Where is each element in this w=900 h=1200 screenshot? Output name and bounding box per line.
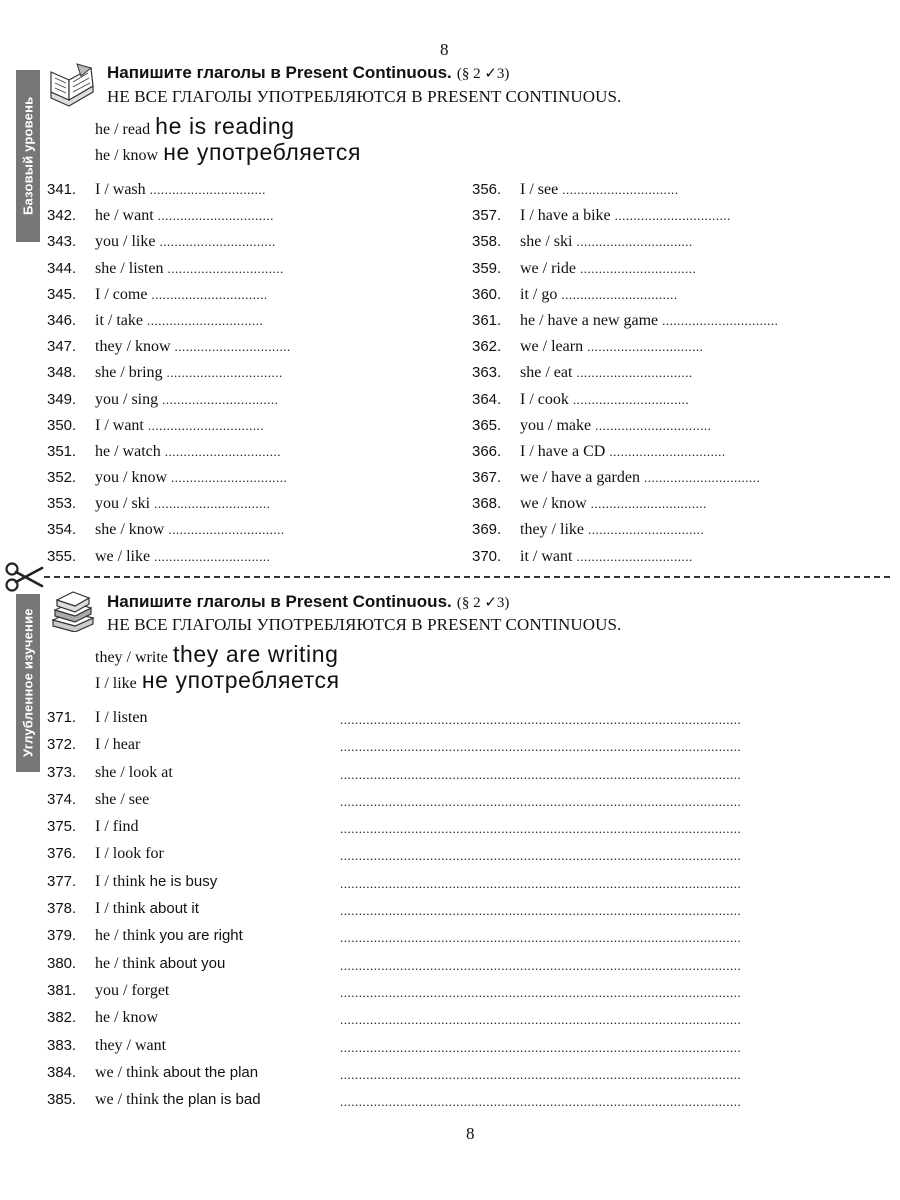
item-number: 355. [47, 547, 77, 565]
example-answer: he is reading [155, 113, 295, 139]
answer-blank[interactable]: ........................................................................................................... [340, 712, 742, 727]
item-text: I / look for [95, 845, 164, 863]
answer-blank[interactable]: ........................................................................................................... [340, 739, 742, 755]
scissors-icon [4, 561, 44, 593]
answer-blank[interactable]: ............................... [147, 417, 265, 433]
section1-example-1 [95, 113, 295, 140]
list-item [47, 953, 261, 975]
list-item [47, 206, 291, 226]
item-phrase: about it [149, 900, 199, 918]
item-number: 382. [47, 1009, 77, 1027]
list-item [47, 232, 291, 252]
answer-blank[interactable]: ........................................................................................................... [340, 1094, 742, 1110]
answer-blank[interactable]: ........................................................................................................... [340, 1066, 742, 1082]
answer-blank[interactable]: ........................................................................................................... [340, 930, 742, 946]
item-number: 341. [47, 181, 77, 198]
item-number: 364. [472, 390, 502, 408]
item-number: 354. [47, 521, 77, 539]
page-number-bottom: 8 [466, 1124, 475, 1143]
answer-blank[interactable]: ............................... [609, 443, 726, 459]
answer-blank[interactable]: ............................... [576, 365, 693, 381]
item-text: they / like [520, 521, 584, 539]
answer-lines [340, 707, 852, 1111]
list-item [47, 843, 261, 865]
section2-title: Напишите глаголы в Present Continuous. [107, 592, 452, 611]
item-number: 351. [47, 442, 77, 460]
item-number: 349. [47, 390, 77, 408]
item-number: 372. [47, 736, 77, 754]
item-text: he / think [95, 927, 160, 945]
list-item [47, 416, 291, 436]
item-number: 375. [47, 818, 77, 836]
item-phrase: about you [159, 954, 226, 972]
list-item [47, 1062, 261, 1084]
list-item [472, 442, 778, 462]
list-item [47, 707, 261, 729]
example-answer: they are writing [172, 641, 339, 667]
item-number: 342. [47, 207, 77, 225]
example-prompt: they / write [95, 649, 168, 666]
answer-blank[interactable]: ........................................................................................................... [340, 793, 742, 809]
item-text: I / hear [95, 736, 141, 754]
list-item [47, 363, 291, 383]
answer-blank[interactable]: ........................................................................................................... [340, 903, 742, 919]
item-text: they / want [95, 1036, 167, 1054]
item-number: 360. [472, 285, 502, 303]
item-phrase: the plan is bad [163, 1091, 261, 1109]
item-number: 381. [47, 981, 77, 999]
item-text: I / have a CD [520, 442, 606, 460]
item-number: 380. [47, 954, 77, 972]
item-text: he / want [95, 207, 154, 225]
list-item [47, 1089, 261, 1111]
answer-blank[interactable]: ............................... [174, 339, 291, 355]
item-text: he / think [95, 954, 160, 972]
item-number: 376. [47, 845, 77, 863]
answer-blank[interactable]: ............................... [146, 312, 264, 328]
answer-blank[interactable]: ............................... [562, 182, 679, 197]
item-text: they / know [95, 338, 171, 356]
item-number: 368. [472, 495, 502, 513]
cut-line [44, 576, 890, 578]
list-item [47, 925, 261, 947]
list-item [472, 363, 778, 383]
list-item [47, 494, 291, 514]
item-text: he / watch [95, 442, 161, 460]
answer-blank[interactable]: ............................... [643, 470, 761, 486]
list-item [472, 468, 778, 488]
answer-blank[interactable]: ........................................................................................................... [340, 1012, 742, 1028]
item-text: it / want [520, 547, 573, 565]
item-number: 363. [472, 364, 502, 382]
section2-example-2 [95, 667, 340, 694]
item-text: she / bring [95, 364, 163, 382]
answer-blank[interactable]: ........................................................................................................... [340, 875, 742, 891]
example-prompt: he / know [95, 147, 159, 164]
list-item [47, 547, 291, 567]
answer-blank[interactable]: ............................... [579, 260, 697, 276]
answer-blank[interactable]: ............................... [590, 496, 707, 512]
item-text: I / cook [520, 390, 569, 408]
item-number: 352. [47, 469, 77, 487]
item-number: 345. [47, 285, 77, 303]
answer-blank[interactable]: ............................... [166, 365, 283, 381]
item-text: I / come [95, 285, 148, 303]
item-text: it / take [95, 311, 143, 329]
item-text: he / know [95, 1009, 159, 1027]
item-text: I / wash [95, 181, 146, 198]
list-item [47, 898, 261, 920]
section1-subtitle: НЕ ВСЕ ГЛАГОЛЫ УПОТРЕБЛЯЮТСЯ В PRESENT CONTINUOUS. [107, 87, 622, 106]
books-icon [47, 586, 97, 632]
item-number: 344. [47, 259, 77, 277]
exercise-list-advanced [47, 707, 261, 1111]
item-text: I / find [95, 818, 139, 836]
item-number: 357. [472, 207, 502, 225]
answer-blank[interactable]: ............................... [662, 312, 779, 328]
item-number: 361. [472, 311, 502, 329]
answer-blank[interactable]: ............................... [576, 234, 693, 250]
item-text: she / know [95, 521, 165, 539]
section2-example-1 [95, 641, 339, 668]
item-text: I / think [95, 872, 150, 890]
answer-blank[interactable]: ............................... [595, 417, 712, 433]
item-text: I / have a bike [520, 207, 611, 225]
item-number: 370. [472, 547, 502, 565]
item-number: 362. [472, 338, 502, 356]
item-text: we / ride [520, 259, 576, 277]
answer-blank[interactable]: ........................................................................................................... [340, 766, 742, 782]
item-text: you / know [95, 469, 167, 487]
list-item [472, 285, 778, 305]
item-text: I / think [95, 900, 150, 918]
item-text: you / make [520, 416, 592, 434]
list-item [472, 494, 778, 514]
answer-blank[interactable]: ............................... [164, 443, 281, 459]
answer-blank[interactable]: ........................................................................................................... [340, 957, 742, 973]
answer-blank[interactable]: ............................... [167, 260, 284, 276]
item-number: 347. [47, 338, 77, 356]
item-number: 365. [472, 416, 502, 434]
list-item [47, 337, 291, 357]
section1-ref: (§ 2 ✓3) [456, 66, 510, 82]
answer-blank[interactable]: ............................... [149, 182, 266, 197]
item-text: she / see [95, 790, 150, 808]
list-item [47, 1035, 261, 1057]
list-item [47, 285, 291, 305]
list-item [47, 789, 261, 811]
list-item [47, 468, 291, 488]
list-item [47, 520, 291, 540]
item-phrase: about the plan [163, 1063, 259, 1081]
list-item [472, 390, 778, 410]
exercise-list-left [47, 180, 291, 567]
side-tab-advanced-level: Углубленное изучение [16, 594, 40, 772]
item-text: he / have a new game [520, 311, 659, 329]
answer-blank[interactable]: ............................... [587, 522, 705, 538]
answer-blank[interactable]: ............................... [162, 391, 279, 407]
item-text: you / sing [95, 390, 159, 408]
list-item [47, 390, 291, 410]
list-item [472, 311, 778, 331]
list-item [47, 180, 291, 200]
item-text: we / learn [520, 338, 584, 356]
item-text: I / listen [95, 709, 148, 726]
answer-blank[interactable]: ............................... [154, 496, 271, 512]
item-number: 374. [47, 790, 77, 808]
item-text: we / have a garden [520, 469, 640, 487]
item-phrase: he is busy [149, 872, 218, 890]
list-item [47, 816, 261, 838]
item-phrase: you are right [159, 927, 243, 945]
list-item [472, 232, 778, 252]
list-item [47, 259, 291, 279]
answer-blank[interactable]: ............................... [168, 522, 285, 538]
exercise-list-right [472, 180, 778, 567]
answer-blank[interactable]: ........................................................................................................... [340, 821, 742, 837]
item-number: 350. [47, 416, 77, 434]
answer-blank[interactable]: ............................... [154, 548, 271, 564]
example-prompt: he / read [95, 121, 151, 138]
list-item [47, 871, 261, 893]
item-number: 346. [47, 311, 77, 329]
list-item [47, 980, 261, 1002]
item-number: 373. [47, 763, 77, 781]
section2-subtitle: НЕ ВСЕ ГЛАГОЛЫ УПОТРЕБЛЯЮТСЯ В PRESENT CONTINUOUS. [107, 615, 622, 634]
list-item [47, 762, 261, 784]
item-number: 367. [472, 469, 502, 487]
section2-header [107, 592, 509, 612]
list-item [47, 311, 291, 331]
item-text: we / think [95, 1091, 163, 1109]
list-item [472, 520, 778, 540]
item-number: 369. [472, 521, 502, 539]
item-number: 366. [472, 442, 502, 460]
item-number: 348. [47, 364, 77, 382]
answer-blank[interactable]: ............................... [576, 548, 693, 564]
answer-blank[interactable]: ............................... [572, 391, 690, 407]
item-number: 383. [47, 1036, 77, 1054]
answer-blank[interactable]: ............................... [151, 286, 268, 302]
list-item [472, 416, 778, 436]
item-text: she / ski [520, 233, 573, 251]
answer-blank[interactable]: ............................... [157, 208, 274, 224]
answer-blank[interactable]: ............................... [171, 470, 288, 486]
list-item [472, 337, 778, 357]
list-item [47, 442, 291, 462]
item-number: 343. [47, 233, 77, 251]
book-icon [47, 62, 97, 108]
example-answer: не употребляется [141, 667, 340, 693]
answer-blank[interactable]: ........................................................................................................... [340, 1039, 742, 1055]
item-text: it / go [520, 285, 558, 303]
list-item [472, 206, 778, 226]
item-text: we / like [95, 547, 151, 565]
list-item [472, 547, 778, 567]
item-text: you / ski [95, 495, 151, 513]
item-text: we / know [520, 495, 587, 513]
section1-example-2 [95, 139, 361, 166]
item-text: she / listen [95, 259, 164, 277]
item-number: 359. [472, 259, 502, 277]
section1-title: Напишите глаголы в Present Continuous. [107, 63, 452, 82]
example-answer: не употребляется [163, 139, 362, 165]
answer-blank[interactable]: ........................................................................................................... [340, 984, 742, 1000]
item-number: 358. [472, 233, 502, 251]
item-number: 384. [47, 1063, 77, 1081]
side-tab-basic-level: Базовый уровень [16, 70, 40, 242]
answer-blank[interactable]: ............................... [587, 339, 704, 355]
item-text: I / see [520, 181, 559, 198]
page-number-top: 8 [440, 40, 449, 59]
item-text: you / forget [95, 981, 170, 999]
list-item [472, 259, 778, 279]
answer-blank[interactable]: ............................... [561, 286, 678, 302]
item-number: 377. [47, 872, 77, 890]
item-text: we / think [95, 1063, 163, 1081]
item-number: 356. [472, 181, 502, 198]
item-text: I / want [95, 416, 144, 434]
list-item [47, 1007, 261, 1029]
answer-blank[interactable]: ............................... [159, 234, 276, 250]
item-number: 371. [47, 709, 77, 726]
item-number: 379. [47, 927, 77, 945]
section1-header [107, 63, 509, 83]
item-text: she / eat [520, 364, 573, 382]
list-item [47, 734, 261, 756]
example-prompt: I / like [95, 675, 137, 692]
item-number: 378. [47, 900, 77, 918]
answer-blank[interactable]: ........................................................................................................... [340, 848, 742, 864]
item-number: 385. [47, 1091, 77, 1109]
list-item [472, 180, 778, 200]
item-number: 353. [47, 495, 77, 513]
answer-blank[interactable]: ............................... [614, 208, 731, 224]
section2-ref: (§ 2 ✓3) [456, 595, 510, 611]
item-text: she / look at [95, 763, 173, 781]
item-text: you / like [95, 233, 156, 251]
